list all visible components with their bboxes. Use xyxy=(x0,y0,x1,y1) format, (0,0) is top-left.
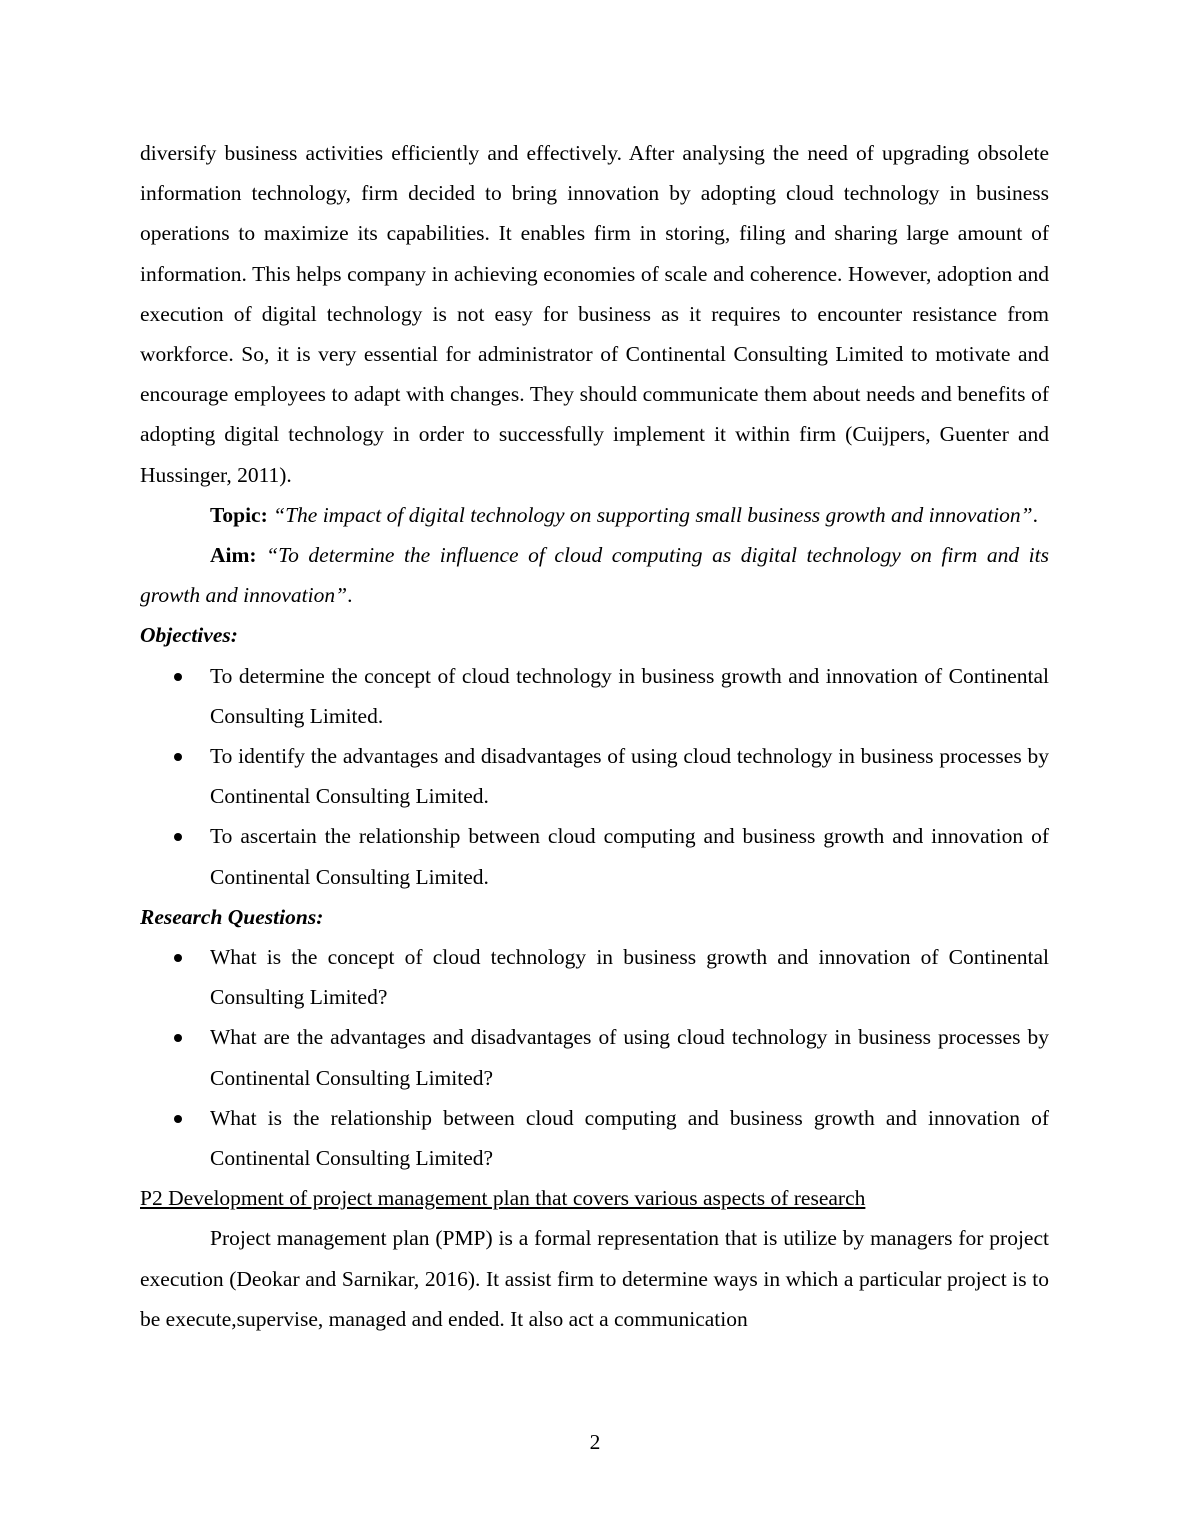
bullet-icon xyxy=(174,833,182,841)
aim-label: Aim: xyxy=(210,543,257,568)
topic-end: . xyxy=(1032,502,1038,527)
topic-label: Topic: xyxy=(210,502,268,527)
section-p2-paragraph: Project management plan (PMP) is a formal representation that is utilize by managers for project execution (Deokar and Sarnikar, 2016). It assist firm to determine ways in which a particular project is to be execute,supervise, managed and ended. It also act a communication xyxy=(140,1226,1049,1331)
bullet-icon xyxy=(174,753,182,761)
intro-paragraph: diversify business activities efficiently and effectively. After analysing the need of upgrading obsolete information technology, firm decided to bring innovation by adopting cloud technology in business operations to maximize its capabilities. It enables firm in storing, filing and sharing large amount of information. This helps company in achieving economies of scale and coherence. However, adoption and execution of digital technology is not easy for business as it requires to encounter resistance from workforce. So, it is very essential for administrator of Continental Consulting Limited to motivate and encourage employees to adapt with changes. They should communicate them about needs and benefits of adopting digital technology in order to successfully implement it within firm (Cuijpers, Guenter and Hussinger, 2011). xyxy=(140,141,1049,487)
aim-paragraph xyxy=(140,535,1049,615)
question-text: What is the relationship between cloud computing and business growth and innovation of Continental Consulting Limited? xyxy=(210,1105,1049,1171)
document-page xyxy=(140,133,1049,1339)
bullet-icon xyxy=(174,954,182,962)
list-item xyxy=(140,1098,1049,1178)
objectives-heading: Objectives: xyxy=(140,623,238,648)
bullet-icon xyxy=(174,1115,182,1123)
topic-paragraph xyxy=(140,495,1049,535)
question-text: What are the advantages and disadvantages of using cloud technology in business processes by Continental Consulting Limited? xyxy=(210,1025,1049,1090)
research-questions-heading: Research Questions: xyxy=(140,904,324,929)
research-questions-list xyxy=(140,937,1049,1178)
page-number: 2 xyxy=(589,1430,601,1454)
list-item xyxy=(140,937,1049,1017)
bullet-icon xyxy=(174,673,182,681)
list-item xyxy=(140,736,1049,816)
section-p2-heading: P2 Development of project management plan that covers various aspects of research xyxy=(140,1186,866,1211)
aim-end: . xyxy=(347,583,353,608)
objectives-list xyxy=(140,656,1049,897)
aim-text: “To determine the influence of cloud computing as digital technology on firm and its growth and innovation” xyxy=(140,543,1049,608)
question-text: What is the concept of cloud technology in business growth and innovation of Continental Consulting Limited? xyxy=(210,945,1049,1010)
objective-text: To determine the concept of cloud technology in business growth and innovation of Continental Consulting Limited. xyxy=(210,663,1049,728)
bullet-icon xyxy=(174,1034,182,1042)
objective-text: To identify the advantages and disadvantages of using cloud technology in business processes by Continental Consulting Limited. xyxy=(210,744,1049,809)
topic-text: “The impact of digital technology on supporting small business growth and innovation” xyxy=(267,502,1033,527)
list-item xyxy=(140,816,1049,896)
objective-text: To ascertain the relationship between cloud computing and business growth and innovation of Continental Consulting Limited. xyxy=(210,824,1049,889)
list-item xyxy=(140,1017,1049,1097)
list-item xyxy=(140,656,1049,736)
